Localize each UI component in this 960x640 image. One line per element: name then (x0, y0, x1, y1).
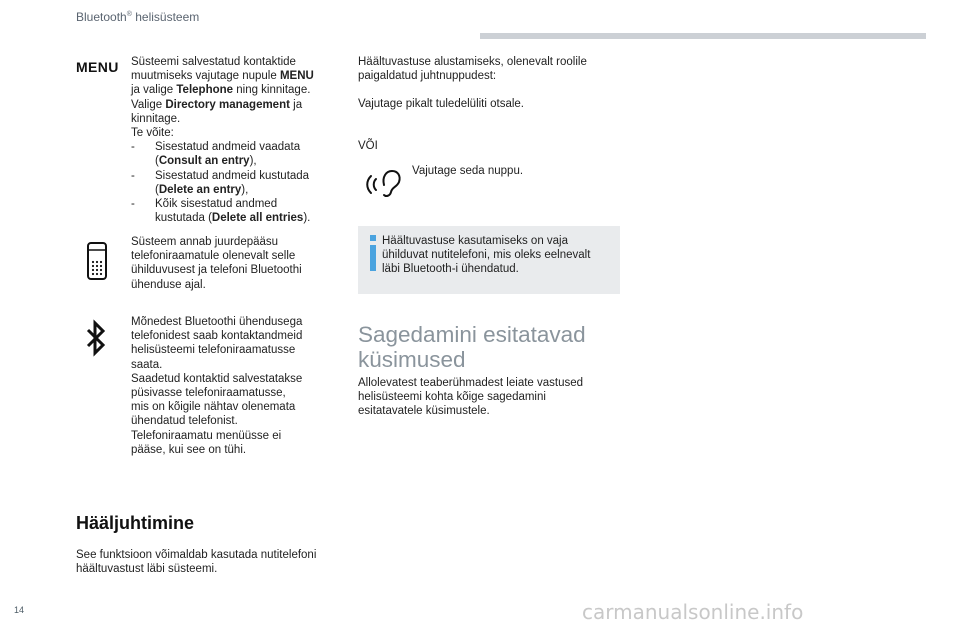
page-header: Bluetooth® helisüsteem (76, 10, 200, 24)
info-text: Häältuvastuse kasutamiseks on vaja ühilduvat nutitelefoni, mis oleks eelnevalt läbi Bluetooth-i ühendatud. (382, 235, 591, 276)
list-item: - Sisestatud andmeid vaadata (Consult an entry), (131, 141, 301, 168)
info-box (358, 226, 620, 294)
faq-heading: Sagedamini esitatavad küsimused (358, 322, 586, 372)
voice-control-text: See funktsioon võimaldab kasutada nutitelefoni häältuvastust läbi süsteemi. (76, 549, 317, 576)
list-item: - Sisestatud andmeid kustutada (Delete an entry), (131, 169, 310, 196)
phone-icon (86, 242, 108, 280)
section-heading: Hääljuhtimine (76, 513, 195, 533)
faq-intro-text: Allolevatest teaberühmadest leiate vastused helisüsteemi kohta kõige sagedamini esitatavatele küsimustele. (358, 377, 584, 418)
bluetooth-contacts-text: Mõnedest Bluetoothi ühendusega telefonidest saab kontaktandmeid helisüsteemi telefoniraamatusse saata. Saadetud kontaktid salvestatakse püsivasse telefoniraamatusse, mis on kõigile nähtav olenemata ühendatud telefonist. Telefoniraamatu menüüsse ei pääse, kui see on tühi. (131, 316, 303, 456)
menu-icon: MENU (76, 59, 119, 75)
press-button-text: Vajutage seda nuppu. (412, 165, 524, 177)
voice-command-icon (364, 165, 404, 201)
or-text: VÕI (358, 140, 378, 152)
info-icon (366, 235, 380, 271)
menu-instructions: Süsteemi salvestatud kontaktide muutmiseks vajutage nupule MENU ja valige Telephone ning kinnitage. Valige Directory management ja kinnitage. Te võite: - Sisestatud andmeid vaadata (Consult an entry), - Sisestatud andmeid kustutada (Delete an entry), - Kõik sisestatud andmed kustutada (Delete all entries). (131, 55, 346, 225)
list-item: - Kõik sisestatud andmed kustutada (Delete all entries). (131, 198, 311, 225)
watermark: carmanualsonline.info (582, 600, 804, 624)
long-press-text: Vajutage pikalt tuledelüliti otsale. (358, 98, 525, 110)
page-number: 14 (14, 605, 25, 615)
phonebook-access-text: Süsteem annab juurdepääsu telefoniraamatule olenevalt selle ühilduvusest ja telefoni Bluetoothi ühenduse ajal. (131, 236, 302, 291)
header-bar (480, 33, 926, 39)
voice-start-text: Häältuvastuse alustamiseks, olenevalt roolile paigaldatud juhtnuppudest: (358, 56, 587, 83)
bluetooth-icon (84, 318, 108, 358)
